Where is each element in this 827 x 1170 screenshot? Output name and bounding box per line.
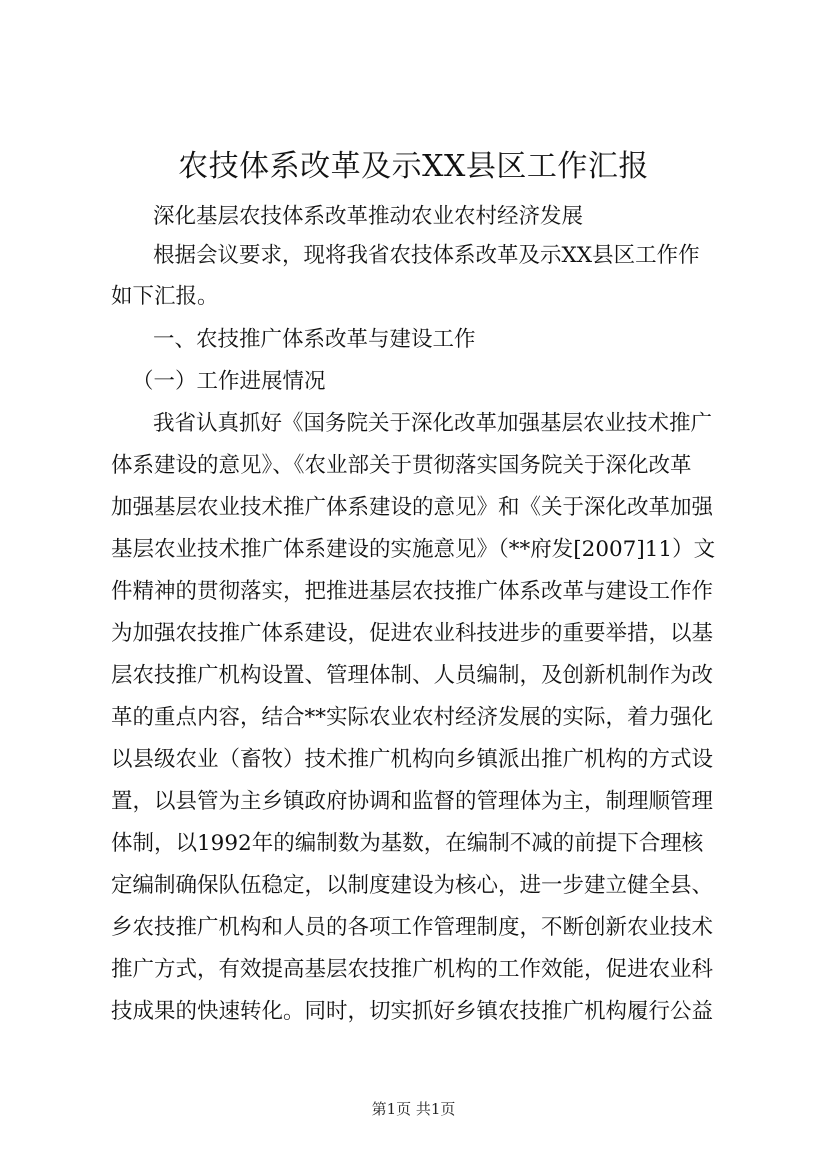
- paragraph-line: 如下汇报。: [111, 284, 219, 309]
- document-title: 农技体系改革及示XX县区工作汇报: [178, 149, 649, 184]
- paragraph-line: 以县级农业（畜牧）技术推广机构向乡镇派出推广机构的方式设: [111, 747, 714, 772]
- paragraph-line: 为加强农技推广体系建设，促进农业科技进步的重要举措，以基: [111, 621, 714, 646]
- paragraph-line: 置，以县管为主乡镇政府协调和监督的管理体为主，制理顺管理: [111, 789, 714, 814]
- paragraph-line: 体制，以1992年的编制数为基数，在编制不减的前提下合理核: [111, 831, 704, 856]
- paragraph-line: 层农技推广机构设置、管理体制、人员编制，及创新机制作为改: [111, 663, 714, 688]
- section-heading: 一、农技推广体系改革与建设工作: [153, 327, 476, 352]
- paragraph-line: 加强基层农业技术推广体系建设的意见》和《关于深化改革加强: [111, 495, 714, 520]
- subtitle-line: 深化基层农技体系改革推动农业农村经济发展: [153, 204, 584, 229]
- paragraph-line: 件精神的贯彻落实，把推进基层农技推广体系改革与建设工作作: [111, 579, 714, 604]
- paragraph-line: 体系建设的意见》、《农业部关于贯彻落实国务院关于深化改革: [111, 453, 692, 478]
- subsection-heading: （一）工作进展情况: [132, 369, 326, 394]
- paragraph-line: 乡农技推广机构和人员的各项工作管理制度，不断创新农业技术: [111, 915, 714, 940]
- page-number: 第1页 共1页: [371, 1100, 456, 1118]
- paragraph-line: 我省认真抓好《国务院关于深化改革加强基层农业技术推广: [153, 411, 713, 436]
- paragraph-line: 推广方式，有效提高基层农技推广机构的工作效能，促进农业科: [111, 957, 714, 982]
- paragraph-line: 技成果的快速转化。同时，切实抓好乡镇农技推广机构履行公益: [111, 999, 714, 1024]
- paragraph-line: 革的重点内容，结合**实际农业农村经济发展的实际，着力强化: [111, 705, 714, 730]
- paragraph-line: 基层农业技术推广体系建设的实施意见》（**府发[2007]11）文: [111, 537, 716, 562]
- paragraph-line: 定编制确保队伍稳定，以制度建设为核心，进一步建立健全县、: [111, 873, 714, 898]
- paragraph-line: 根据会议要求，现将我省农技体系改革及示XX县区工作作: [153, 243, 700, 268]
